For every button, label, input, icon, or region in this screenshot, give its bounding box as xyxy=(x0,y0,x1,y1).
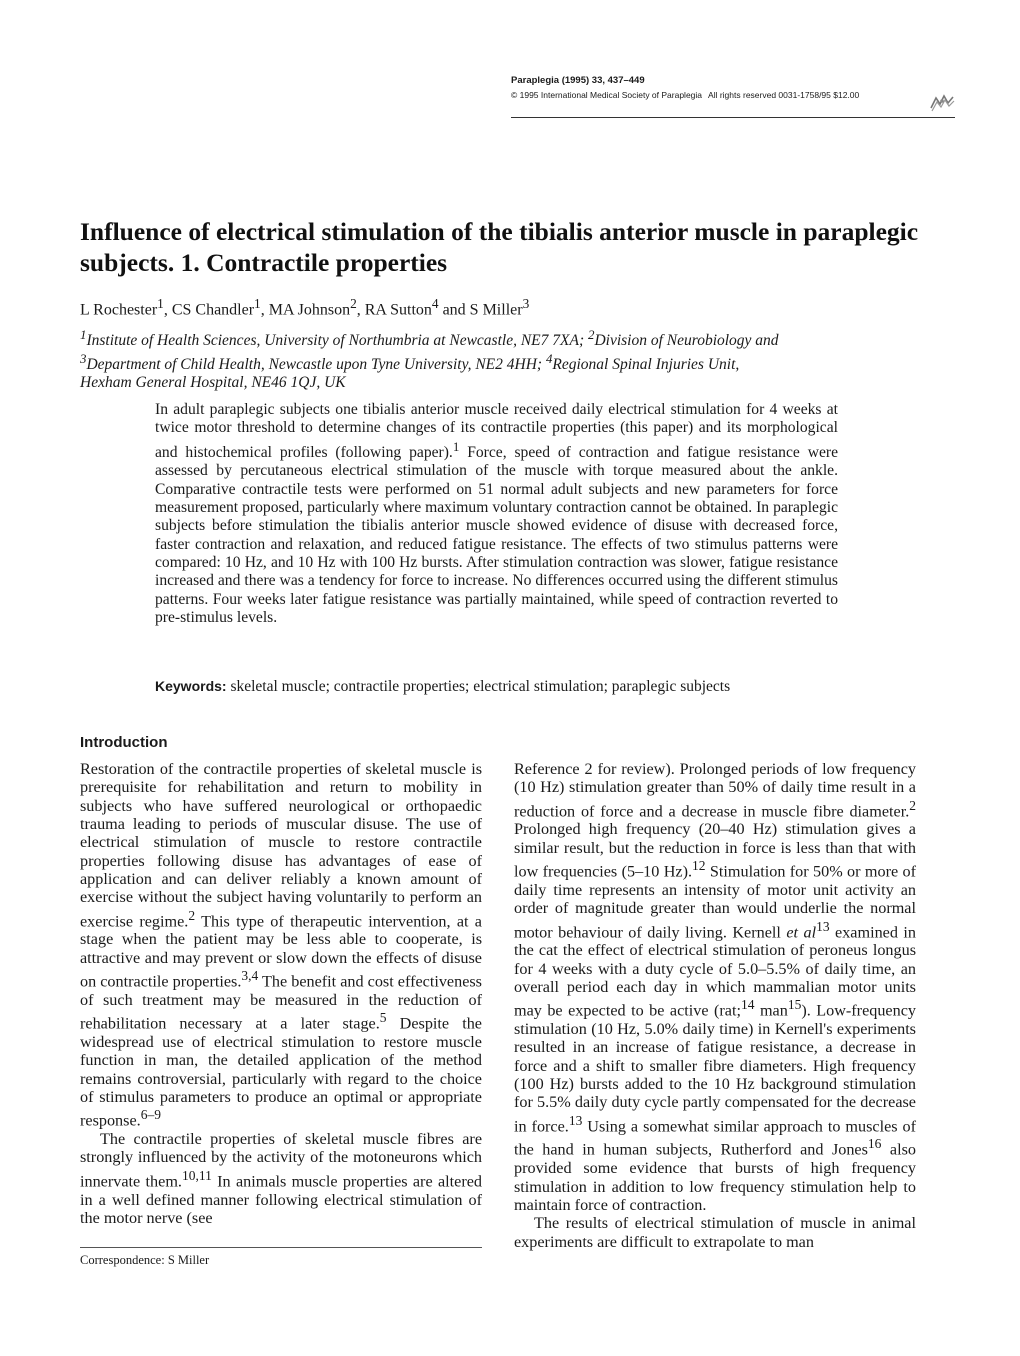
journal-copyright-line xyxy=(511,88,901,102)
text-run: This type of therapeutic intervention, at a stage when the patient may be less able to cooperate, is attractive and may prevent or slow down the effects of disuse on contractile properties. xyxy=(80,912,482,991)
text-run: Stimulation for 50% or more of daily time represents an intensity of motor unit activity an order of magnitude greater than would underlie the normal motor behaviour of daily living. Kernell xyxy=(514,862,916,941)
author-affiliation-marker: 1 xyxy=(254,296,261,311)
text-run: The contractile properties of skeletal muscle fibres are strongly influenced by the activity of the motoneurons which innervate them. xyxy=(80,1130,482,1191)
body-paragraph xyxy=(514,760,916,1214)
affiliation-text: Division of Neurobiology and xyxy=(594,332,779,350)
affiliation-line xyxy=(80,350,940,374)
publisher-logo-icon xyxy=(928,92,956,114)
text-run: man xyxy=(754,1001,788,1020)
reference-superscript: 13 xyxy=(816,918,830,934)
reference-superscript: 3,4 xyxy=(241,968,259,984)
reference-superscript: 13 xyxy=(568,1112,583,1128)
journal-copyright: © 1995 International Medical Society of Paraplegia xyxy=(511,90,703,100)
italic-text: et al xyxy=(786,922,817,941)
body-paragraph xyxy=(514,1214,916,1251)
author-name: MA Johnson xyxy=(268,301,351,319)
affiliation-text: Regional Spinal Injuries Unit, xyxy=(552,356,740,374)
right-column xyxy=(514,760,916,1251)
author-name: L Rochester xyxy=(80,301,158,319)
keywords-text: skeletal muscle; contractile properties; electrical stimulation; paraplegic subjects xyxy=(226,678,731,695)
left-column xyxy=(80,760,482,1227)
reference-superscript: 2 xyxy=(188,907,196,923)
author-name: S Miller xyxy=(469,301,523,319)
text-run: Despite the widespread use of electrical stimulation to restore muscle function in man, the detailed application of the method remains controversial, particularly with regard to the choice of stimulus parameters to produce an optimal or appropriate response. xyxy=(80,1014,482,1130)
author-affiliation-marker: 3 xyxy=(522,296,530,311)
text-run: examined in the cat the effect of electrical stimulation of peroneus longus for 4 weeks with a duty cycle of 5.0–5.5% of daily time, an overall period each day in which mammalian motor units may be expected to be active (rat; xyxy=(514,922,917,1020)
journal-citation: Paraplegia (1995) 33, 437–449 xyxy=(511,75,645,86)
text-run: Using a somewhat similar approach to muscles of the hand in human subjects, Rutherford and Jones xyxy=(514,1117,916,1159)
affiliation-marker: 1 xyxy=(80,327,87,342)
keywords-label: Keywords: xyxy=(155,678,227,694)
author-affiliation-marker: 4 xyxy=(431,296,439,311)
affiliations xyxy=(80,326,940,392)
reference-superscript: 6–9 xyxy=(140,1107,161,1123)
reference-superscript: 5 xyxy=(379,1010,387,1026)
reference-superscript: 16 xyxy=(867,1136,882,1152)
text-run: In adult paraplegic subjects one tibialis anterior muscle received daily electrical stimulation for 4 weeks at twice motor threshold to determine changes of its contractile properties (this paper) and its morphological and histochemical profiles (following paper). xyxy=(155,401,838,461)
author-affiliation-marker: 2 xyxy=(350,296,357,311)
reference-superscript: 10,11 xyxy=(181,1167,212,1183)
author-separator: , xyxy=(356,301,365,319)
author-list xyxy=(80,294,529,320)
text-run: The results of electrical stimulation of muscle in animal experiments are difficult to extrapolate to man xyxy=(514,1214,916,1251)
text-run: ). Low-frequency stimulation (10 Hz, 5.0% daily time) in Kernell's experiments resulted in an increase of fatigue resistance, a decrease in force and a shift to smaller fibre diameters. High frequency (100 Hz) bursts added to the 10 Hz background stimulation for 5.5% daily duty cycle partly compensated for the decrease in force. xyxy=(514,1001,916,1136)
correspondence-footnote: Correspondence: S Miller xyxy=(80,1253,210,1267)
reference-superscript: 12 xyxy=(692,858,706,874)
author-name: CS Chandler xyxy=(171,301,255,319)
body-paragraph xyxy=(80,760,482,1130)
affiliation-marker: 2 xyxy=(587,327,595,342)
affiliation-marker: 3 xyxy=(80,351,87,367)
reference-superscript: 1 xyxy=(452,438,460,454)
text-run: In animals muscle properties are altered in a well defined manner following electrical stimulation of the motor nerve (see xyxy=(80,1172,482,1227)
author-affiliation-marker: 1 xyxy=(157,296,164,311)
affiliation-line xyxy=(80,374,940,392)
author-separator: , xyxy=(260,301,269,319)
section-heading-introduction: Introduction xyxy=(80,734,168,751)
affiliation-text: Department of Child Health, Newcastle upon Tyne University, NE2 4HH; xyxy=(86,356,546,374)
keywords xyxy=(155,677,730,696)
body-paragraph xyxy=(80,1130,482,1227)
text-run: Prolonged high frequency (20–40 Hz) stimulation gives a similar result, but the reduction in force is less than that with low frequencies (5–10 Hz). xyxy=(514,820,916,881)
text-run: The benefit and cost effectiveness of such treatment may be measured in the reduction of rehabilitation necessary at a later stage. xyxy=(80,972,482,1033)
journal-header xyxy=(511,74,901,102)
affiliation-text: Institute of Health Sciences, University of Northumbria at Newcastle, NE7 7XA; xyxy=(86,332,588,350)
text-run: Force, speed of contraction and fatigue resistance were assessed by percutaneous electrical stimulation of the muscle with torque measured about the ankle. Comparative contractile tests were performed on 51 normal adult subjects and new parameters for force measurement proposed, particularly where maximum voluntary contraction cannot be obtained. In paraplegic subjects before stimulation the tibialis anterior muscle showed evidence of disuse with decreased force, faster contraction and relaxation, and reduced fatigue resistance. The effects of two stimulus patterns were compared: 10 Hz, and 10 Hz with 100 Hz bursts. After stimulation contraction was slower, fatigue resistance increased and there was a tendency for force to increase. No differences occurred using the different stimulus patterns. Four weeks later fatigue resistance was partially maintained, while speed of contraction reverted to pre-stimulus levels. xyxy=(155,443,838,626)
affiliation-text: Hexham General Hospital, NE46 1QJ, UK xyxy=(80,374,346,392)
author-name: RA Sutton xyxy=(364,301,432,319)
author-separator: , xyxy=(163,301,172,319)
text-run: Restoration of the contractile properties of skeletal muscle is prerequisite for rehabilitation and return to mobility in subjects who have suffered neurological or orthopaedic trauma leading to periods of muscular disuse. The use of electrical stimulation of muscle to restore contractile properties following disuse has advantages of ease of application and can deliver reliably a known amount of exercise without the subject having voluntarily to perform an exercise regime. xyxy=(80,760,482,931)
reference-superscript: 2 xyxy=(909,797,916,813)
reference-superscript: 15 xyxy=(787,997,802,1013)
affiliation-marker: 4 xyxy=(545,351,553,367)
author-separator: and xyxy=(438,301,470,319)
footnote-rule xyxy=(80,1247,482,1248)
header-rule xyxy=(511,117,955,118)
article-title: Influence of electrical stimulation of the tibialis anterior muscle in paraplegic subjects. 1. Contractile properties xyxy=(80,217,919,277)
text-run: also provided some evidence that bursts of high frequency stimulation in addition to low frequency stimulation help to maintain force of contraction. xyxy=(514,1140,916,1214)
journal-rights: All rights reserved 0031-1758/95 $12.00 xyxy=(708,90,860,100)
affiliation-line xyxy=(80,326,940,350)
reference-superscript: 14 xyxy=(740,997,755,1013)
abstract xyxy=(155,401,838,627)
text-run: Reference 2 for review). Prolonged periods of low frequency (10 Hz) stimulation greater than 50% of daily time result in a reduction of force and a decrease in muscle fibre diameter. xyxy=(514,760,916,821)
